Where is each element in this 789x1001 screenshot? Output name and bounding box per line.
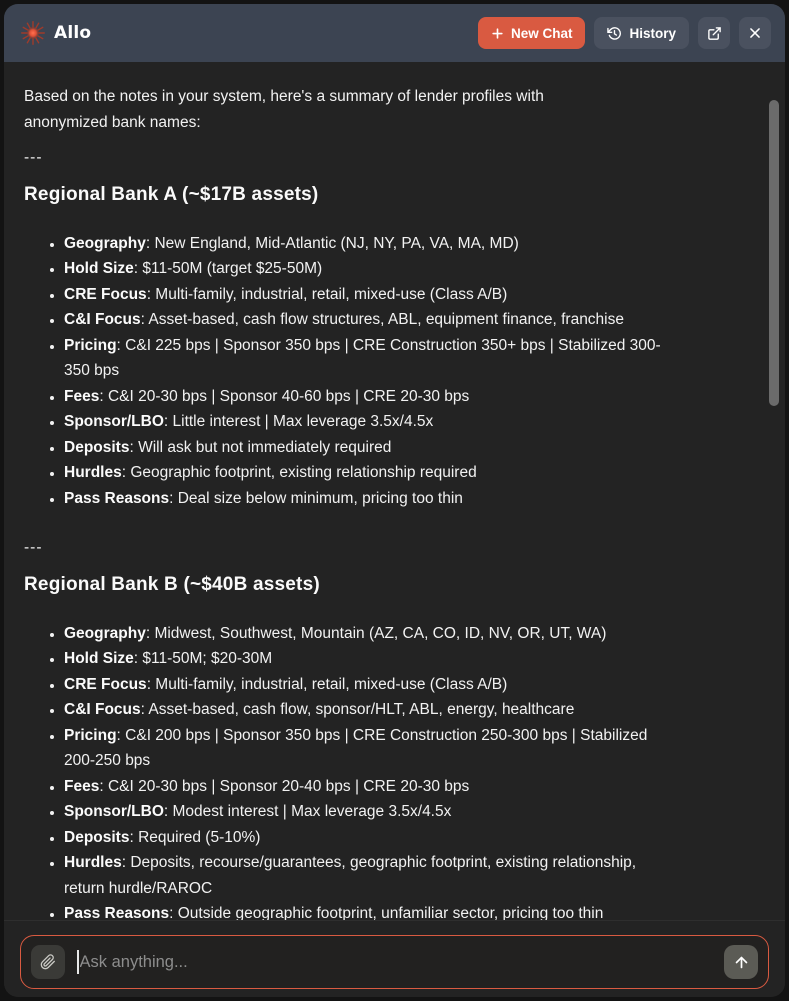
bullet-text: : Asset-based, cash flow, sponsor/HLT, ABL, energy, healthcare xyxy=(140,701,575,718)
list-item xyxy=(64,333,684,384)
new-chat-label: New Chat xyxy=(510,25,573,41)
bullet-label: Deposits xyxy=(64,438,130,456)
bullet-label: Pass Reasons xyxy=(64,905,170,920)
bank-b-bullet-list xyxy=(24,621,684,921)
bullet-text: : C&I 200 bps | Sponsor 350 bps | CRE Construction 250-300 bps | Stabilized 200-250 bps xyxy=(64,726,648,769)
list-item xyxy=(64,409,684,435)
list-item xyxy=(64,486,684,512)
bullet-text: : Geographic footprint, existing relationship required xyxy=(121,464,477,481)
bullet-label: CRE Focus xyxy=(64,675,147,693)
list-item xyxy=(64,646,684,672)
bullet-text: : C&I 225 bps | Sponsor 350 bps | CRE Construction 350+ bps | Stabilized 300-350 bps xyxy=(64,336,661,379)
list-item xyxy=(64,825,684,851)
list-item xyxy=(64,901,684,920)
bullet-label: CRE Focus xyxy=(64,285,147,303)
new-chat-button[interactable] xyxy=(478,17,586,49)
bullet-label: Hurdles xyxy=(64,464,122,481)
bullet-label: Hold Size xyxy=(64,260,134,277)
bullet-label: Geography xyxy=(64,624,146,642)
bullet-label: Geography xyxy=(64,234,146,252)
history-button[interactable] xyxy=(594,17,689,49)
section-heading-bank-b: Regional Bank B (~$40B assets) xyxy=(24,573,320,595)
list-item xyxy=(64,435,684,461)
markdown-divider: --- xyxy=(24,539,43,556)
list-item xyxy=(64,307,684,333)
bullet-label: Pass Reasons xyxy=(64,489,170,507)
bullet-text: : C&I 20-30 bps | Sponsor 20-40 bps | CRE 20-30 bps xyxy=(99,777,470,795)
bullet-label: Fees xyxy=(64,387,100,405)
plus-icon xyxy=(491,27,504,40)
prompt-input-container[interactable] xyxy=(20,935,769,989)
list-item xyxy=(64,723,684,774)
allo-chat-window xyxy=(4,4,785,997)
prompt-input[interactable] xyxy=(79,953,725,972)
bullet-label: C&I Focus xyxy=(64,701,141,718)
assistant-message xyxy=(24,84,692,920)
close-button[interactable] xyxy=(739,17,771,49)
app-title: Allo xyxy=(54,23,92,43)
list-item xyxy=(64,621,684,647)
send-button[interactable] xyxy=(724,945,758,979)
message-intro: Based on the notes in your system, here's a summary of lender profiles with anonymized bank names: xyxy=(24,88,544,131)
clock-rotate-left-icon xyxy=(607,26,622,41)
allo-logo-sunburst-icon xyxy=(20,20,46,46)
bullet-label: C&I Focus xyxy=(64,311,141,328)
composer-footer xyxy=(4,920,785,997)
list-item xyxy=(64,384,684,410)
list-item xyxy=(64,774,684,800)
list-item xyxy=(64,231,684,257)
bullet-text: : Multi-family, industrial, retail, mixed-use (Class A/B) xyxy=(146,285,508,303)
markdown-divider: --- xyxy=(24,149,43,166)
window-header xyxy=(4,4,785,62)
bullet-text: : Modest interest | Max leverage 3.5x/4.5x xyxy=(163,803,452,820)
bullet-label: Pricing xyxy=(64,726,117,744)
bullet-label: Deposits xyxy=(64,828,130,846)
bullet-text: : Deposits, recourse/guarantees, geographic footprint, existing relationship, return hurdle/RAROC xyxy=(64,854,637,897)
attach-file-button[interactable] xyxy=(31,945,65,979)
bullet-text: : Multi-family, industrial, retail, mixed-use (Class A/B) xyxy=(146,675,508,693)
paperclip-icon xyxy=(40,954,56,970)
list-item xyxy=(64,697,684,723)
bullet-text: : Deal size below minimum, pricing too thin xyxy=(169,489,463,507)
arrow-up-icon xyxy=(733,954,750,971)
bullet-text: : New England, Mid-Atlantic (NJ, NY, PA, VA, MA, MD) xyxy=(145,234,519,252)
bullet-text: : Required (5-10%) xyxy=(129,828,261,846)
external-link-icon xyxy=(707,26,722,41)
bullet-text: : Outside geographic footprint, unfamiliar sector, pricing too thin xyxy=(169,905,604,920)
bullet-text: : Asset-based, cash flow structures, ABL, equipment finance, franchise xyxy=(140,311,624,328)
bullet-text: : C&I 20-30 bps | Sponsor 40-60 bps | CRE 20-30 bps xyxy=(99,387,470,405)
bank-a-bullet-list xyxy=(24,231,684,512)
bullet-text: : $11-50M; $20-30M xyxy=(133,650,273,667)
bullet-label: Hurdles xyxy=(64,854,122,871)
bullet-text: : Little interest | Max leverage 3.5x/4.5x xyxy=(163,413,434,430)
bullet-label: Pricing xyxy=(64,336,117,354)
list-item xyxy=(64,799,684,825)
list-item xyxy=(64,672,684,698)
bullet-label: Fees xyxy=(64,777,100,795)
list-item xyxy=(64,282,684,308)
section-heading-bank-a: Regional Bank A (~$17B assets) xyxy=(24,183,319,205)
chat-message-area xyxy=(4,62,785,920)
bullet-text: : $11-50M (target $25-50M) xyxy=(133,260,323,277)
bullet-text: : Midwest, Southwest, Mountain (AZ, CA, CO, ID, NV, OR, UT, WA) xyxy=(145,624,607,642)
history-label: History xyxy=(629,25,676,41)
bullet-label: Sponsor/LBO xyxy=(64,413,164,430)
bullet-label: Hold Size xyxy=(64,650,134,667)
list-item xyxy=(64,850,684,901)
popout-button[interactable] xyxy=(698,17,730,49)
scrollbar[interactable] xyxy=(769,100,779,406)
bullet-text: : Will ask but not immediately required xyxy=(129,438,392,456)
list-item xyxy=(64,460,684,486)
list-item xyxy=(64,256,684,282)
close-icon xyxy=(748,26,762,40)
bullet-label: Sponsor/LBO xyxy=(64,803,164,820)
